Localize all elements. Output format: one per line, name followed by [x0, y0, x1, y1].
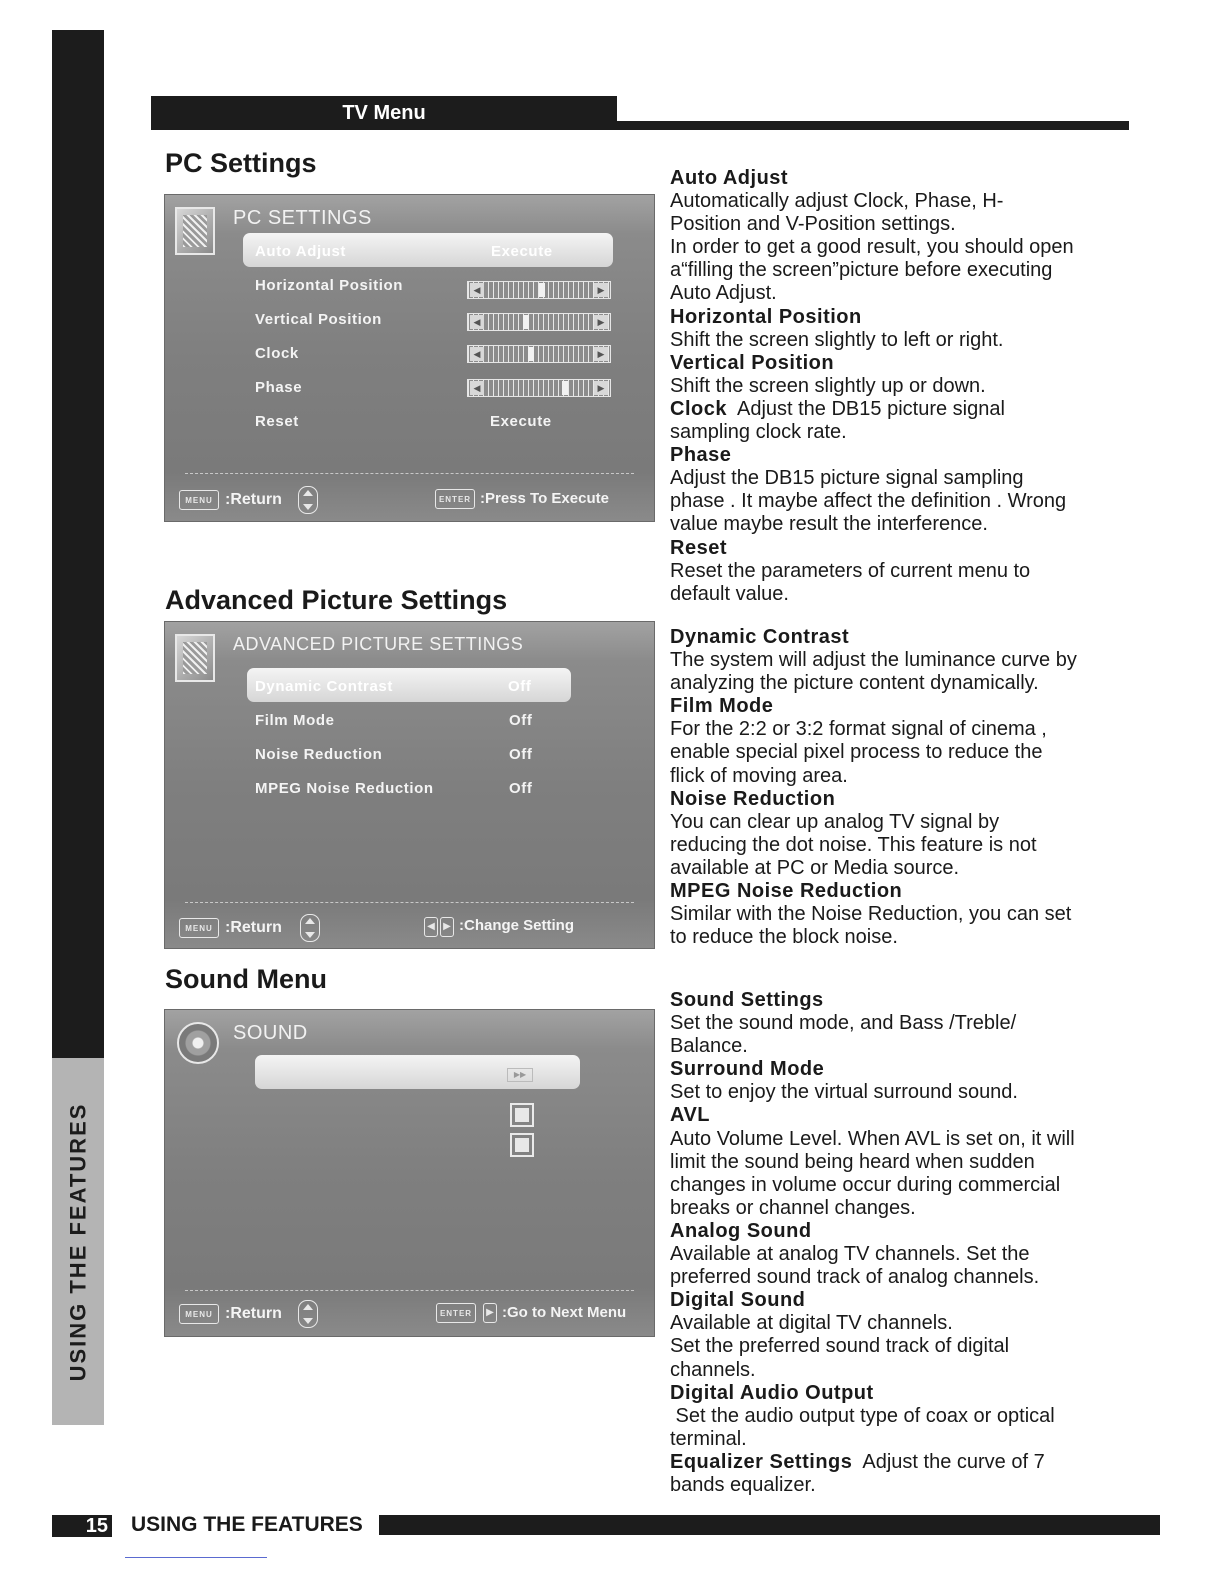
description-text: Adjust the curve of 7: [852, 1450, 1045, 1473]
checkbox-icon[interactable]: [510, 1103, 534, 1127]
description-line: Set to enjoy the virtual surround sound.: [670, 1081, 1018, 1104]
description-line: terminal.: [670, 1427, 747, 1450]
next-menu-hint: :Go to Next Menu: [502, 1304, 627, 1321]
description-line: The system will adjust the luminance curve by: [670, 649, 1077, 672]
footer-rule: [379, 1515, 1160, 1535]
description-line: Shift the screen slightly to left or right.: [670, 328, 1004, 351]
vertical-position-slider[interactable]: ◀ ▶: [467, 313, 611, 331]
section-title-advanced: Advanced Picture Settings: [165, 585, 508, 615]
auto-adjust-value: Execute: [491, 243, 553, 260]
description-line: limit the sound being heard when sudden: [670, 1150, 1035, 1173]
change-setting-hint: :Change Setting: [459, 917, 574, 934]
description-heading: Phase: [670, 444, 732, 467]
description-line: Auto Volume Level. When AVL is set on, it will: [670, 1127, 1075, 1150]
description-line: available at PC or Media source.: [670, 856, 960, 879]
description-heading: Surround Mode: [670, 1058, 825, 1081]
dynamic-contrast-value: Off: [508, 678, 532, 695]
menu-item-noise-reduction[interactable]: Noise Reduction: [255, 746, 383, 763]
section-title-sound: Sound Menu: [165, 964, 327, 994]
pc-settings-description: [670, 167, 1140, 606]
description-line: sampling clock rate.: [670, 421, 847, 444]
description-heading: AVL: [670, 1104, 711, 1127]
pc-settings-osd: [164, 194, 655, 522]
description-line: to reduce the block noise.: [670, 926, 898, 949]
description-heading: Auto Adjust: [670, 167, 789, 189]
checkbox-icon[interactable]: [510, 1133, 534, 1157]
description-line: value maybe result the interference.: [670, 513, 988, 536]
horizontal-position-slider[interactable]: ◀ ▶: [467, 281, 611, 299]
speaker-icon: [177, 1022, 219, 1064]
menu-item-horizontal-position[interactable]: Horizontal Position: [255, 277, 404, 294]
menu-item-film-mode[interactable]: Film Mode: [255, 712, 335, 729]
noise-reduction-value: Off: [509, 746, 533, 763]
osd-divider: [185, 902, 634, 903]
description-line: Set the preferred sound track of digital: [670, 1335, 1010, 1358]
sound-menu-description: [670, 989, 1140, 1497]
description-line: channels.: [670, 1358, 756, 1381]
description-heading: Equalizer Settings: [670, 1450, 853, 1473]
enter-key-icon: ENTER: [436, 1303, 476, 1323]
description-heading: Noise Reduction: [670, 787, 836, 810]
enter-key-icon: ENTER: [435, 489, 475, 509]
side-tab-dark: [52, 30, 104, 1058]
description-line: a“filling the screen”picture before executing: [670, 259, 1053, 282]
description-line: reducing the dot noise. This feature is not: [670, 833, 1037, 856]
up-down-icon: [298, 1300, 318, 1328]
film-mode-value: Off: [509, 712, 533, 729]
osd-title: ADVANCED PICTURE SETTINGS: [233, 634, 524, 654]
side-tab-label: USING THE FEATURES: [65, 1102, 91, 1381]
description-heading: MPEG Noise Reduction: [670, 880, 903, 903]
footer-title: USING THE FEATURES: [131, 1513, 363, 1536]
up-down-icon: [298, 486, 318, 514]
description-line: enable special pixel process to reduce the: [670, 741, 1043, 764]
return-hint: :Return: [225, 491, 282, 508]
osd-title: PC SETTINGS: [233, 207, 372, 229]
description-line: Available at analog TV channels. Set the: [670, 1243, 1030, 1266]
description-line: Set the sound mode, and Bass /Treble/: [670, 1012, 1017, 1035]
description-heading: Analog Sound: [670, 1219, 812, 1242]
description-heading: Digital Sound: [670, 1289, 806, 1312]
description-line: Adjust the DB15 picture signal sampling: [670, 467, 1024, 490]
description-line: Similar with the Noise Reduction, you can set: [670, 903, 1072, 926]
description-line: bands equalizer.: [670, 1473, 816, 1496]
description-line: default value.: [670, 582, 789, 605]
description-line: In order to get a good result, you should open: [670, 236, 1074, 259]
left-arrow-icon: ◀: [424, 917, 438, 937]
description-heading: Clock: [670, 397, 727, 420]
menu-item-auto-adjust[interactable]: Auto Adjust: [255, 243, 347, 260]
description-heading: Digital Audio Output: [670, 1381, 874, 1404]
description-text: Adjust the DB15 picture signal: [726, 397, 1005, 420]
description-line: preferred sound track of analog channels.: [670, 1266, 1040, 1289]
clock-slider[interactable]: ◀ ▶: [467, 345, 611, 363]
advanced-picture-osd: [164, 621, 655, 949]
description-line: Shift the screen slightly up or down.: [670, 374, 986, 397]
description-line: [670, 1451, 1140, 1474]
advanced-picture-description: [670, 626, 1140, 949]
return-hint: :Return: [225, 919, 282, 936]
page-header: TV Menu: [151, 96, 617, 130]
divider: [125, 1557, 267, 1558]
description-line: For the 2:2 or 3:2 format signal of cinema ,: [670, 718, 1047, 741]
fast-forward-icon: ▶▶: [507, 1068, 533, 1082]
menu-key-icon: MENU: [179, 1304, 219, 1324]
description-line: [670, 398, 1140, 421]
menu-item-clock[interactable]: Clock: [255, 345, 299, 362]
description-line: Reset the parameters of current menu to: [670, 559, 1031, 582]
description-heading: Film Mode: [670, 695, 774, 718]
sound-osd: [164, 1009, 655, 1337]
description-line: phase . It maybe affect the definition . Wrong: [670, 490, 1067, 513]
phase-slider[interactable]: ◀ ▶: [467, 379, 611, 397]
osd-title: SOUND: [233, 1022, 308, 1044]
description-line: Auto Adjust.: [670, 282, 777, 305]
mpeg-noise-reduction-value: Off: [509, 780, 533, 797]
page-number: 15: [52, 1515, 112, 1537]
description-heading: Sound Settings: [670, 989, 824, 1011]
menu-key-icon: MENU: [179, 918, 219, 938]
description-line: Available at digital TV channels.: [670, 1312, 953, 1335]
description-heading: Vertical Position: [670, 351, 835, 374]
picture-icon: [175, 634, 215, 682]
description-line: Set the audio output type of coax or optical: [670, 1404, 1055, 1427]
execute-hint: :Press To Execute: [480, 490, 609, 507]
section-title-pc: PC Settings: [165, 148, 317, 178]
description-line: You can clear up analog TV signal by: [670, 810, 1000, 833]
picture-icon: [175, 207, 215, 255]
right-arrow-icon: ▶: [483, 1303, 497, 1323]
osd-divider: [185, 1290, 634, 1291]
menu-item-vertical-position[interactable]: Vertical Position: [255, 311, 382, 328]
menu-item-phase[interactable]: Phase: [255, 379, 303, 396]
right-arrow-icon: ▶: [440, 917, 454, 937]
description-heading: Dynamic Contrast: [670, 626, 850, 648]
menu-item-mpeg-noise-reduction[interactable]: MPEG Noise Reduction: [255, 780, 434, 797]
description-line: flick of moving area.: [670, 764, 848, 787]
description-line: Position and V-Position settings.: [670, 213, 956, 236]
up-down-icon: [300, 914, 320, 942]
description-line: Automatically adjust Clock, Phase, H-: [670, 190, 1004, 213]
osd-divider: [185, 473, 634, 474]
description-heading: Horizontal Position: [670, 305, 862, 328]
description-line: analyzing the picture content dynamically.: [670, 672, 1039, 695]
description-line: changes in volume occur during commercial: [670, 1173, 1061, 1196]
menu-item-reset[interactable]: Reset: [255, 413, 299, 430]
reset-value: Execute: [490, 413, 552, 430]
description-line: Balance.: [670, 1035, 748, 1058]
description-line: breaks or channel changes.: [670, 1196, 916, 1219]
header-rule: [617, 121, 1129, 130]
description-heading: Reset: [670, 536, 727, 559]
return-hint: :Return: [225, 1305, 282, 1322]
menu-key-icon: MENU: [179, 490, 219, 510]
menu-item-dynamic-contrast[interactable]: Dynamic Contrast: [255, 678, 393, 695]
